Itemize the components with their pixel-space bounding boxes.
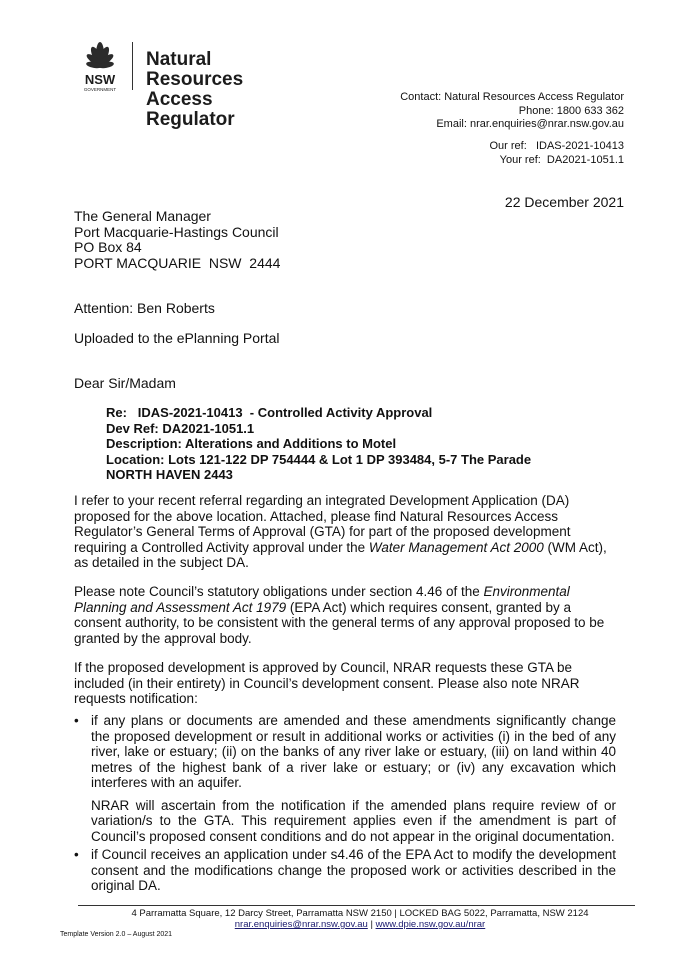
recipient-address <box>74 209 280 271</box>
subject-dev-ref: Dev Ref: DA2021-1051.1 <box>106 420 255 436</box>
list-item <box>74 847 616 894</box>
act-name: Water Management Act 2000 <box>368 539 544 555</box>
emblem-nsw-text: NSW <box>84 72 116 87</box>
bullet-text: if any plans or documents are amended and these amendments significantly change the proposed development or result in additional works or activities (i) in the bed of any river, lake or estuary; (ii) on the banks of any river lake or estuary, (iii) on land within 40 metres of the highest bank of a river lake or estuary; or (iv) any excavation which interferes with an aquifer. <box>91 713 616 790</box>
attention-line: Attention: Ben Roberts <box>74 300 215 316</box>
address-line: The General Manager <box>74 208 211 224</box>
contact-block <box>400 91 624 132</box>
paragraph-referral: I refer to your recent referral regarding an integrated Development Application (DA) proposed for the above location. Attached, please find Natural Resources Access Regulator’s General Terms of Approval (GTA) for part of the proposed development requiring a Controlled Activity approval under the Water Management Act 2000 (WM Act), as detailed in the subject DA. <box>74 493 607 570</box>
bullet-icon: • <box>74 713 79 728</box>
org-name-line2: Access Regulator <box>146 89 235 130</box>
reference-block <box>489 140 624 167</box>
uploaded-line: Uploaded to the ePlanning Portal <box>74 330 280 346</box>
subject-locality: NORTH HAVEN 2443 <box>106 467 233 482</box>
paragraph-requests: If the proposed development is approved by Council, NRAR requests these GTA be included (in their entirety) in Council’s development consent. Please also note NRAR requests notification: <box>74 660 580 706</box>
contact-phone: Phone: 1800 633 362 <box>518 104 624 117</box>
contact-email: Email: nrar.enquiries@nrar.nsw.gov.au <box>436 118 624 130</box>
list-item <box>74 713 616 844</box>
address-line: Port Macquarie-Hastings Council <box>74 223 279 240</box>
contact-line: Contact: Natural Resources Access Regulator <box>400 91 624 103</box>
bullet-note: NRAR will ascertain from the notification if the amended plans require review of or variation/s to the GTA. This requirement applies even if the amendment is part of Council’s proposed consent conditions and do not appear in the original documentation. <box>91 797 616 844</box>
address-line: PORT MACQUARIE NSW 2444 <box>74 254 281 271</box>
waratah-emblem-icon <box>74 38 126 94</box>
footer-separator: | <box>367 919 376 930</box>
org-name-line1: Natural Resources <box>146 49 244 90</box>
your-ref: Your ref: DA2021-1051.1 <box>499 153 624 166</box>
subject-location: Location: Lots 121-122 DP 754444 & Lot 1 DP 393484, 5-7 The Parade <box>106 451 532 467</box>
footer-address: 4 Parramatta Square, 12 Darcy Street, Parramatta NSW 2150 | LOCKED BAG 5022, Parramatta, NSW 2124 <box>131 908 589 919</box>
footer-divider <box>78 905 635 906</box>
bullet-icon: • <box>74 847 79 862</box>
emblem-government-text: GOVERNMENT <box>83 87 117 92</box>
template-version: Template Version 2.0 – August 2021 <box>60 931 173 938</box>
salutation: Dear Sir/Madam <box>74 375 176 391</box>
subject-block <box>106 405 531 483</box>
org-name <box>146 50 304 130</box>
bullet-text: if Council receives an application under s4.46 of the EPA Act to modify the development consent and the modifications change the proposed work or activities described in the original DA. <box>91 847 616 893</box>
footer <box>60 908 660 930</box>
logo-divider <box>132 42 133 90</box>
paragraph-obligations: Please note Council’s statutory obligations under section 4.46 of the Environmental Planning and Assessment Act 1979 (EPA Act) which requires consent, granted by a consent authority, to be consistent with the general terms of any approval proposed to be granted by the approval body. <box>74 584 605 646</box>
subject-re: Re: IDAS-2021-10413 - Controlled Activity Approval <box>106 405 433 420</box>
subject-description: Description: Alterations and Additions to Motel <box>106 436 397 451</box>
address-line: PO Box 84 <box>74 239 142 255</box>
act-name: Environmental Planning and Assessment Act 1979 <box>74 584 570 615</box>
nrar-logo <box>74 38 304 130</box>
footer-links <box>60 919 660 930</box>
footer-website-link[interactable]: www.dpie.nsw.gov.au/nrar <box>375 919 486 930</box>
letter-date: 22 December 2021 <box>504 194 624 210</box>
footer-email-link[interactable]: nrar.enquiries@nrar.nsw.gov.au <box>234 919 368 930</box>
our-ref: Our ref: IDAS-2021-10413 <box>489 140 624 152</box>
